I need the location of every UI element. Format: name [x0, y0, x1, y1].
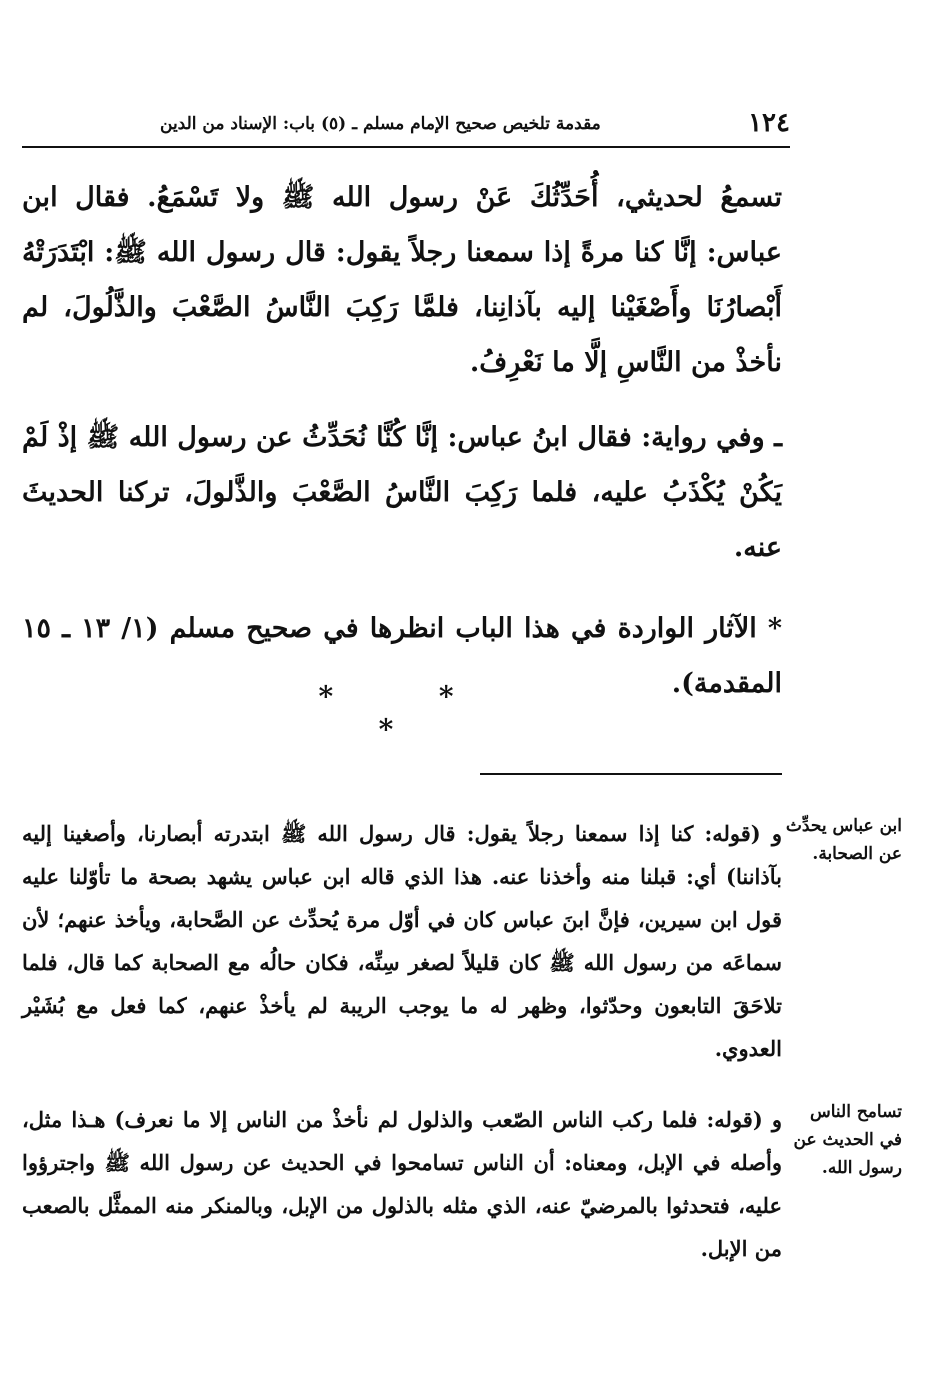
page-number: ١٢٤: [748, 108, 790, 138]
hadith-paragraph-1: تسمعُ لحديثي، أُحَدِّثُكَ عَنْ رسول الله ﷺ ولا تَسْمَعُ. فقال ابن عباس: إنَّا كنا مرةً إذا سمعنا رجلاً يقول: قال رسول الله ﷺ: ابْتَدَرَتْهُ أَبْصارُنَا وأَصْغَيْنا إليه بآذانِنا، فلمَّا رَكِبَ النَّاسُ الصَّعْبَ والذَّلُولَ، لم نأخذْ من النَّاسِ إلَّا ما نَعْرِفُ.: [22, 182, 782, 378]
margin-label: ابن عباس يحدِّث عن الصحابة.: [785, 816, 902, 864]
margin-label: تسامح الناس في الحديث عن رسول الله.: [793, 1102, 902, 1178]
header-divider: [22, 146, 790, 148]
commentary-paragraph: و (قوله: كنا إذا سمعنا رجلاً يقول: قال رسول الله ﷺ ابتدرته أبصارنا، وأصغينا إليه بآذاننا) أي: قبلنا منه وأخذنا عنه. هذا الذي قاله ابن عباس يشهد بصحة ما تأوّلنا عليه قول ابن سيرين، فإنَّ ابنَ عباس كان في أوّل مرة يُحدِّث عن الصَّحابة، ويأخذ عنهم؛ لأن سماعَه من رسول الله ﷺ كان قليلاً لصغر سِنِّه، فكان حالُه مع الصحابة كما قال، فلما تلاحَقَ التابعون وحدّثوا، وظهر له ما يوجب الريبة لم يأخذْ عنهم، كما فعل مع بُشَيْر العدوي.: [22, 821, 782, 1061]
section-separator: * * *: [318, 680, 502, 746]
commentary-paragraph: و (قوله: فلما ركب الناس الصّعب والذلول لم نأخذْ من الناس إلا ما نعرف) هـذا مثل، وأصله في الإبل، ومعناه: أن الناس تسامحوا في الحديث عن رسول الله ﷺ واجترؤوا عليه، فتحدثوا بالمرضيّ عنه، الذي مثله بالذلول من الإبل، وبالمنكر منه الممثَّل بالصعب من الإبل.: [22, 1107, 782, 1261]
running-title: مقدمة تلخيص صحيح الإمام مسلم ـ (٥) باب: الإسناد من الدين: [160, 114, 601, 134]
main-text: [22, 170, 782, 711]
reference-note: * الآثار الواردة في هذا الباب انظرها في صحيح مسلم (١/ ١٣ ـ ١٥ المقدمة).: [22, 613, 782, 699]
page-header: [160, 108, 790, 140]
hadith-paragraph-2: ـ وفي رواية: فقال ابنُ عباس: إنَّا كُنَّا نُحَدِّثُ عن رسول الله ﷺ إذْ لَمْ يَكُنْ يُكْذَبُ عليه، فلما رَكِبَ النَّاسُ الصَّعْبَ والذَّلولَ، تركنا الحديثَ عنه.: [22, 422, 782, 563]
commentary-divider: [480, 773, 782, 775]
